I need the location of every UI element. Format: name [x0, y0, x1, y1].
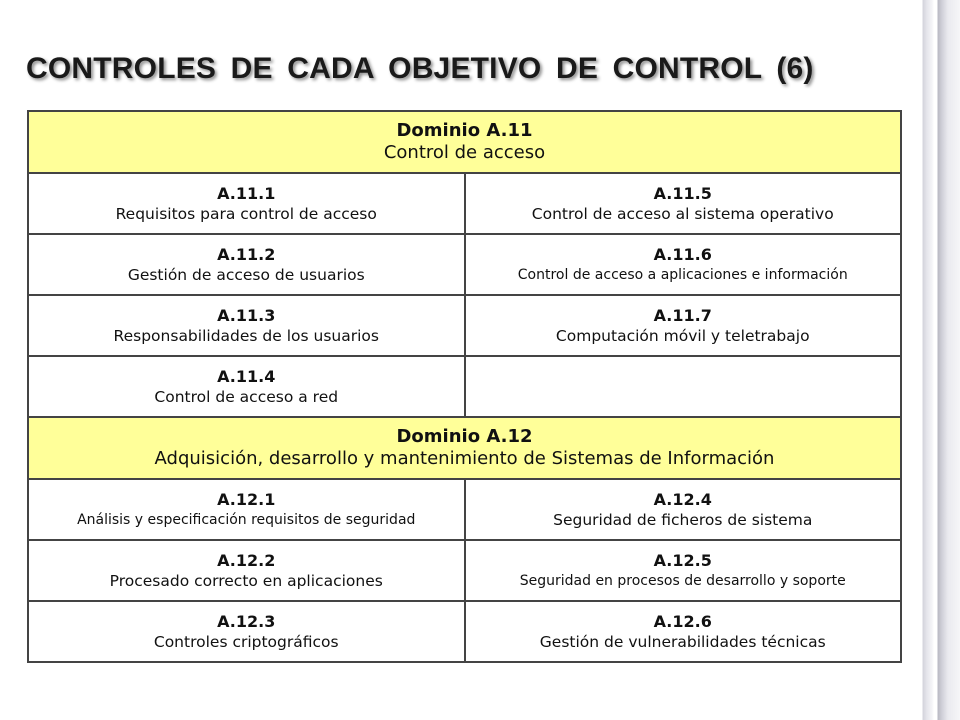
control-name: Gestión de acceso de usuarios: [127, 265, 365, 284]
table-row: [28, 356, 901, 417]
control-code: A.12.5: [653, 550, 712, 570]
control-code: A.12.4: [653, 489, 712, 509]
control-cell: [465, 601, 902, 662]
control-name: Control de acceso a aplicaciones e información: [517, 266, 848, 283]
slide-side-rail: [918, 0, 960, 720]
control-cell: [28, 356, 465, 417]
domain-name: Control de acceso: [383, 142, 546, 163]
controls-table: [27, 110, 902, 663]
domain-code: Dominio A.11: [396, 120, 533, 141]
control-code: A.12.2: [217, 550, 276, 570]
table-row: [28, 479, 901, 540]
control-code: A.12.3: [217, 611, 276, 631]
empty-cell: [465, 356, 902, 417]
slide-title: CONTROLES DE CADA OBJETIVO DE CONTROL (6): [26, 52, 814, 85]
control-cell: [28, 234, 465, 295]
control-code: A.11.3: [217, 305, 276, 325]
table-row: [28, 601, 901, 662]
table-row: [28, 173, 901, 234]
control-code: A.12.6: [653, 611, 712, 631]
control-cell: [28, 173, 465, 234]
control-code: A.11.1: [217, 183, 276, 203]
control-cell: [465, 540, 902, 601]
control-name: Controles criptográficos: [153, 632, 339, 651]
control-code: A.11.6: [653, 244, 712, 264]
control-code: A.11.2: [217, 244, 276, 264]
control-name: Seguridad en procesos de desarrollo y soporte: [519, 572, 846, 589]
control-code: A.12.1: [217, 489, 276, 509]
control-name: Análisis y especificación requisitos de seguridad: [77, 511, 416, 528]
control-name: Control de acceso a red: [154, 387, 339, 406]
control-name: Computación móvil y teletrabajo: [555, 326, 810, 345]
domain-header-a12: [28, 417, 901, 479]
control-cell: [465, 173, 902, 234]
control-cell: [465, 234, 902, 295]
control-cell: [465, 295, 902, 356]
control-name: Responsabilidades de los usuarios: [113, 326, 379, 345]
table-row: [28, 295, 901, 356]
control-code: A.11.4: [217, 366, 276, 386]
control-cell: [28, 540, 465, 601]
control-cell: [465, 479, 902, 540]
control-name: Requisitos para control de acceso: [115, 204, 377, 223]
table-row: [28, 234, 901, 295]
control-name: Gestión de vulnerabilidades técnicas: [539, 632, 826, 651]
control-code: A.11.7: [653, 305, 712, 325]
control-cell: [28, 601, 465, 662]
domain-header-a11: [28, 111, 901, 173]
domain-name: Adquisición, desarrollo y mantenimiento de Sistemas de Información: [154, 448, 775, 469]
control-code: A.11.5: [653, 183, 712, 203]
control-cell: [28, 295, 465, 356]
control-name: Control de acceso al sistema operativo: [531, 204, 834, 223]
domain-header-cell: [28, 417, 901, 479]
control-cell: [28, 479, 465, 540]
domain-code: Dominio A.12: [396, 426, 533, 447]
control-name: Procesado correcto en aplicaciones: [109, 571, 383, 590]
control-name: Seguridad de ficheros de sistema: [553, 510, 813, 529]
table-row: [28, 540, 901, 601]
domain-header-cell: [28, 111, 901, 173]
